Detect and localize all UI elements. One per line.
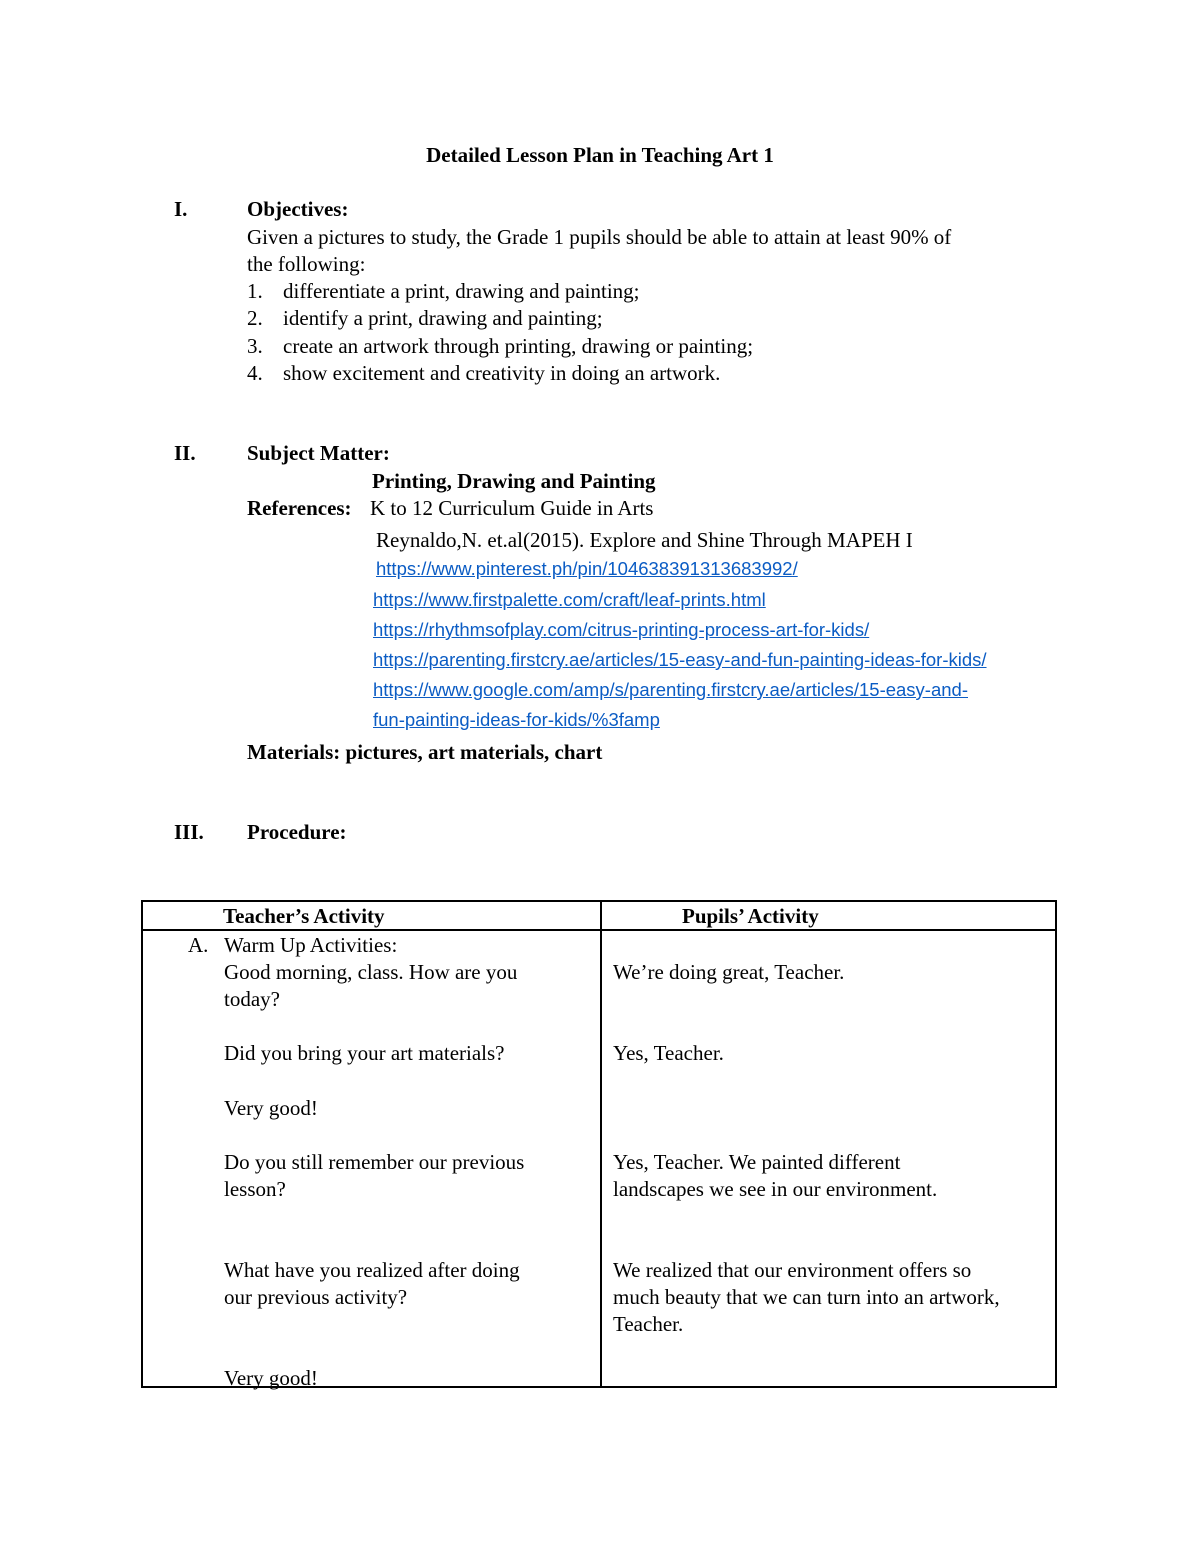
reference-curriculum-guide: K to 12 Curriculum Guide in Arts (370, 496, 654, 520)
teacher-line: Very good! (224, 1096, 318, 1120)
objective-number: 1. (247, 279, 263, 303)
pupil-line: Yes, Teacher. (613, 1041, 724, 1065)
pupil-line: We realized that our environment offers so (613, 1258, 972, 1282)
reference-link-google-amp[interactable]: https://www.google.com/amp/s/parenting.firstcry.ae/articles/15-easy-and- (373, 679, 968, 700)
teacher-line: Very good! (224, 1366, 318, 1390)
objective-number: 3. (247, 334, 263, 358)
reference-link-pinterest[interactable]: https://www.pinterest.ph/pin/104638391313683992/ (376, 558, 798, 579)
table-column-divider (600, 902, 602, 1386)
reference-link-rhythmsofplay[interactable]: https://rhythmsofplay.com/citrus-printing-process-art-for-kids/ (373, 619, 870, 640)
pupil-line: Yes, Teacher. We painted different (613, 1150, 901, 1174)
objective-item: differentiate a print, drawing and painting; (283, 279, 640, 303)
header-pupils-activity: Pupils’ Activity (682, 904, 819, 928)
table-header-divider (143, 929, 1055, 931)
objective-item: identify a print, drawing and painting; (283, 306, 603, 330)
reference-link-google-amp-cont[interactable]: fun-painting-ideas-for-kids/%3famp (373, 709, 660, 730)
reference-book: Reynaldo,N. et.al(2015). Explore and Shine Through MAPEH I (376, 528, 913, 552)
teacher-line: Did you bring your art materials? (224, 1041, 505, 1065)
objective-number: 4. (247, 361, 263, 385)
materials-line: Materials: pictures, art materials, chart (247, 740, 603, 764)
objective-number: 2. (247, 306, 263, 330)
pupil-line: landscapes we see in our environment. (613, 1177, 938, 1201)
section-numeral-subject-matter: II. (174, 441, 196, 465)
pupil-line: Teacher. (613, 1312, 684, 1336)
objectives-intro-line1: Given a pictures to study, the Grade 1 pupils should be able to attain at least 90% of (247, 225, 952, 249)
teacher-line: Good morning, class. How are you (224, 960, 518, 984)
objectives-heading: Objectives: (247, 197, 349, 221)
section-title: Warm Up Activities: (224, 933, 398, 957)
teacher-line: Do you still remember our previous (224, 1150, 525, 1174)
header-teacher-activity: Teacher’s Activity (223, 904, 385, 928)
page-title: Detailed Lesson Plan in Teaching Art 1 (426, 143, 774, 167)
objective-item: show excitement and creativity in doing an artwork. (283, 361, 721, 385)
objective-item: create an artwork through printing, drawing or painting; (283, 334, 754, 358)
procedure-heading: Procedure: (247, 820, 347, 844)
pupil-line: much beauty that we can turn into an artwork, (613, 1285, 1000, 1309)
teacher-line: lesson? (224, 1177, 286, 1201)
section-numeral-procedure: III. (174, 820, 204, 844)
subject-matter-heading: Subject Matter: (247, 441, 390, 465)
pupil-line: We’re doing great, Teacher. (613, 960, 845, 984)
reference-link-firstpalette[interactable]: https://www.firstpalette.com/craft/leaf-prints.html (373, 589, 766, 610)
objectives-intro-line2: the following: (247, 252, 366, 276)
section-letter: A. (188, 933, 209, 957)
section-numeral-objectives: I. (174, 197, 188, 221)
activity-table (141, 900, 1057, 1388)
teacher-line: our previous activity? (224, 1285, 408, 1309)
teacher-line: What have you realized after doing (224, 1258, 520, 1282)
subject-topic: Printing, Drawing and Painting (372, 469, 656, 493)
reference-link-firstcry[interactable]: https://parenting.firstcry.ae/articles/15-easy-and-fun-painting-ideas-for-kids/ (373, 649, 987, 670)
teacher-line: today? (224, 987, 280, 1011)
references-label: References: (247, 496, 352, 520)
